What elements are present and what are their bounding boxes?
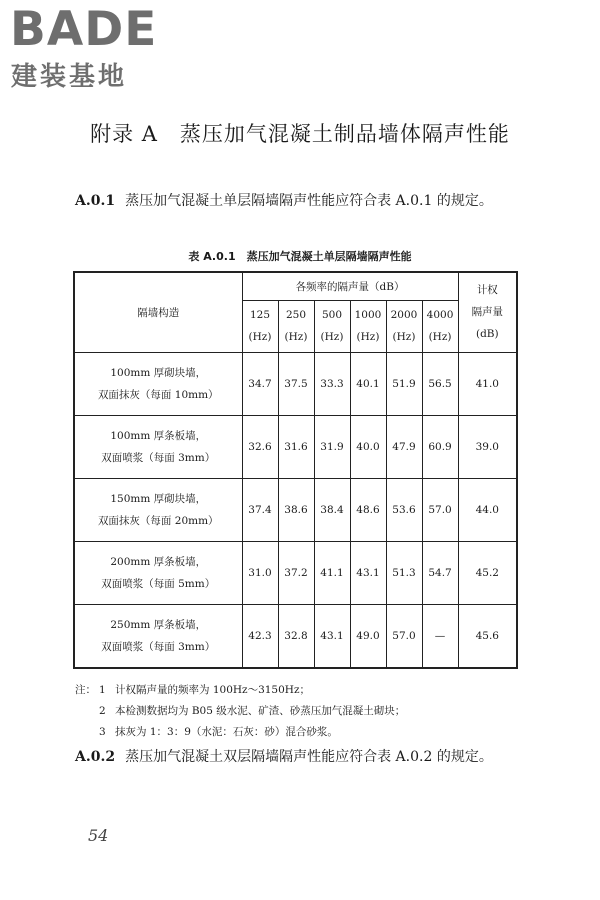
header-weighted (458, 272, 517, 352)
header-freq (350, 300, 386, 352)
clause-a02-text: 蒸压加气混凝土双层隔墙隔声性能应符合表 A.0.2 的规定。 (125, 749, 493, 765)
value-cell: 33.3 (314, 352, 350, 415)
page-number: 54 (88, 826, 109, 845)
value-cell: 31.9 (314, 415, 350, 478)
value-cell: 48.6 (350, 478, 386, 541)
logo-subtitle: 建装基地 (11, 62, 128, 92)
table-notes (75, 680, 405, 743)
value-cell: 41.1 (314, 541, 350, 604)
value-cell: 34.7 (242, 352, 278, 415)
freq-unit: (Hz) (320, 331, 344, 343)
value-cell: 60.9 (422, 415, 458, 478)
header-freq (314, 300, 350, 352)
table-row (74, 604, 517, 668)
value-cell: 37.4 (242, 478, 278, 541)
header-weighted-line: (dB) (475, 328, 499, 341)
note-item (75, 701, 405, 722)
freq-value: 2000 (390, 309, 418, 321)
notes-prefix: 注： (75, 684, 96, 696)
row-structure (74, 415, 242, 478)
structure-line: 100mm 厚条板墙， (110, 429, 207, 442)
value-cell: 57.0 (422, 478, 458, 541)
header-freq (422, 300, 458, 352)
freq-unit: (Hz) (248, 331, 272, 343)
value-cell: — (422, 604, 458, 668)
header-frequency-group: 各频率的隔声量（dB） (242, 272, 458, 300)
table-row (74, 478, 517, 541)
value-cell: 51.3 (386, 541, 422, 604)
sound-insulation-table (73, 271, 518, 669)
row-structure (74, 352, 242, 415)
note-text: 本检测数据均为 B05 级水泥、矿渣、砂蒸压加气混凝土砌块； (115, 705, 406, 717)
value-cell: 31.6 (278, 415, 314, 478)
structure-line: 双面抹灰（每面 10mm） (97, 388, 219, 401)
note-number: 1 (99, 684, 106, 696)
note-text: 抹灰为 1：3：9（水泥：石灰：砂）混合砂浆。 (115, 726, 338, 738)
clause-a01 (75, 188, 530, 214)
header-freq (242, 300, 278, 352)
weighted-cell: 41.0 (458, 352, 517, 415)
value-cell: 43.1 (314, 604, 350, 668)
weighted-cell: 39.0 (458, 415, 517, 478)
structure-line: 双面喷浆（每面 5mm） (101, 577, 216, 590)
freq-unit: (Hz) (392, 331, 416, 343)
freq-unit: (Hz) (284, 331, 308, 343)
value-cell: 38.6 (278, 478, 314, 541)
row-structure (74, 541, 242, 604)
note-item (75, 722, 405, 743)
appendix-title: 附录 A 蒸压加气混凝土制品墙体隔声性能 (90, 122, 510, 146)
freq-value: 125 (249, 309, 271, 321)
freq-value: 4000 (426, 309, 454, 321)
value-cell: 38.4 (314, 478, 350, 541)
value-cell: 40.0 (350, 415, 386, 478)
freq-value: 500 (321, 309, 343, 321)
structure-line: 100mm 厚砌块墙， (110, 366, 207, 379)
freq-value: 250 (285, 309, 307, 321)
note-item (75, 680, 405, 701)
structure-line: 150mm 厚砌块墙， (110, 492, 207, 505)
note-number: 2 (99, 705, 106, 717)
freq-unit: (Hz) (428, 331, 452, 343)
value-cell: 42.3 (242, 604, 278, 668)
table-row (74, 352, 517, 415)
value-cell: 49.0 (350, 604, 386, 668)
value-cell: 40.1 (350, 352, 386, 415)
value-cell: 37.5 (278, 352, 314, 415)
weighted-cell: 45.6 (458, 604, 517, 668)
structure-line: 250mm 厚条板墙， (110, 618, 207, 631)
clause-a01-number: A.0.1 (75, 193, 116, 209)
row-structure (74, 604, 242, 668)
header-weighted-line: 计权 (476, 284, 498, 297)
clause-a02-number: A.0.2 (75, 749, 116, 765)
clause-a02 (75, 744, 530, 770)
value-cell: 32.6 (242, 415, 278, 478)
table-row (74, 541, 517, 604)
freq-unit: (Hz) (356, 331, 380, 343)
structure-line: 双面喷浆（每面 3mm） (101, 451, 216, 464)
logo-wordmark: BADE (10, 2, 158, 57)
table-row (74, 415, 517, 478)
value-cell: 37.2 (278, 541, 314, 604)
value-cell: 57.0 (386, 604, 422, 668)
value-cell: 47.9 (386, 415, 422, 478)
table-caption: 表 A.0.1 蒸压加气混凝土单层隔墙隔声性能 (188, 250, 412, 263)
weighted-cell: 44.0 (458, 478, 517, 541)
note-number: 3 (99, 726, 106, 738)
structure-line: 双面喷浆（每面 3mm） (101, 640, 216, 653)
structure-line: 双面抹灰（每面 20mm） (97, 514, 219, 527)
weighted-cell: 45.2 (458, 541, 517, 604)
header-weighted-line: 隔声量 (471, 306, 504, 319)
row-structure (74, 478, 242, 541)
note-text: 计权隔声量的频率为 100Hz～3150Hz； (115, 684, 310, 696)
value-cell: 31.0 (242, 541, 278, 604)
structure-line: 200mm 厚条板墙， (110, 555, 207, 568)
value-cell: 56.5 (422, 352, 458, 415)
value-cell: 32.8 (278, 604, 314, 668)
clause-a01-text: 蒸压加气混凝土单层隔墙隔声性能应符合表 A.0.1 的规定。 (125, 193, 493, 209)
value-cell: 51.9 (386, 352, 422, 415)
value-cell: 43.1 (350, 541, 386, 604)
value-cell: 54.7 (422, 541, 458, 604)
value-cell: 53.6 (386, 478, 422, 541)
header-freq (386, 300, 422, 352)
header-freq (278, 300, 314, 352)
bade-logo (8, 2, 178, 102)
freq-value: 1000 (354, 309, 382, 321)
header-structure: 隔墙构造 (74, 272, 242, 352)
